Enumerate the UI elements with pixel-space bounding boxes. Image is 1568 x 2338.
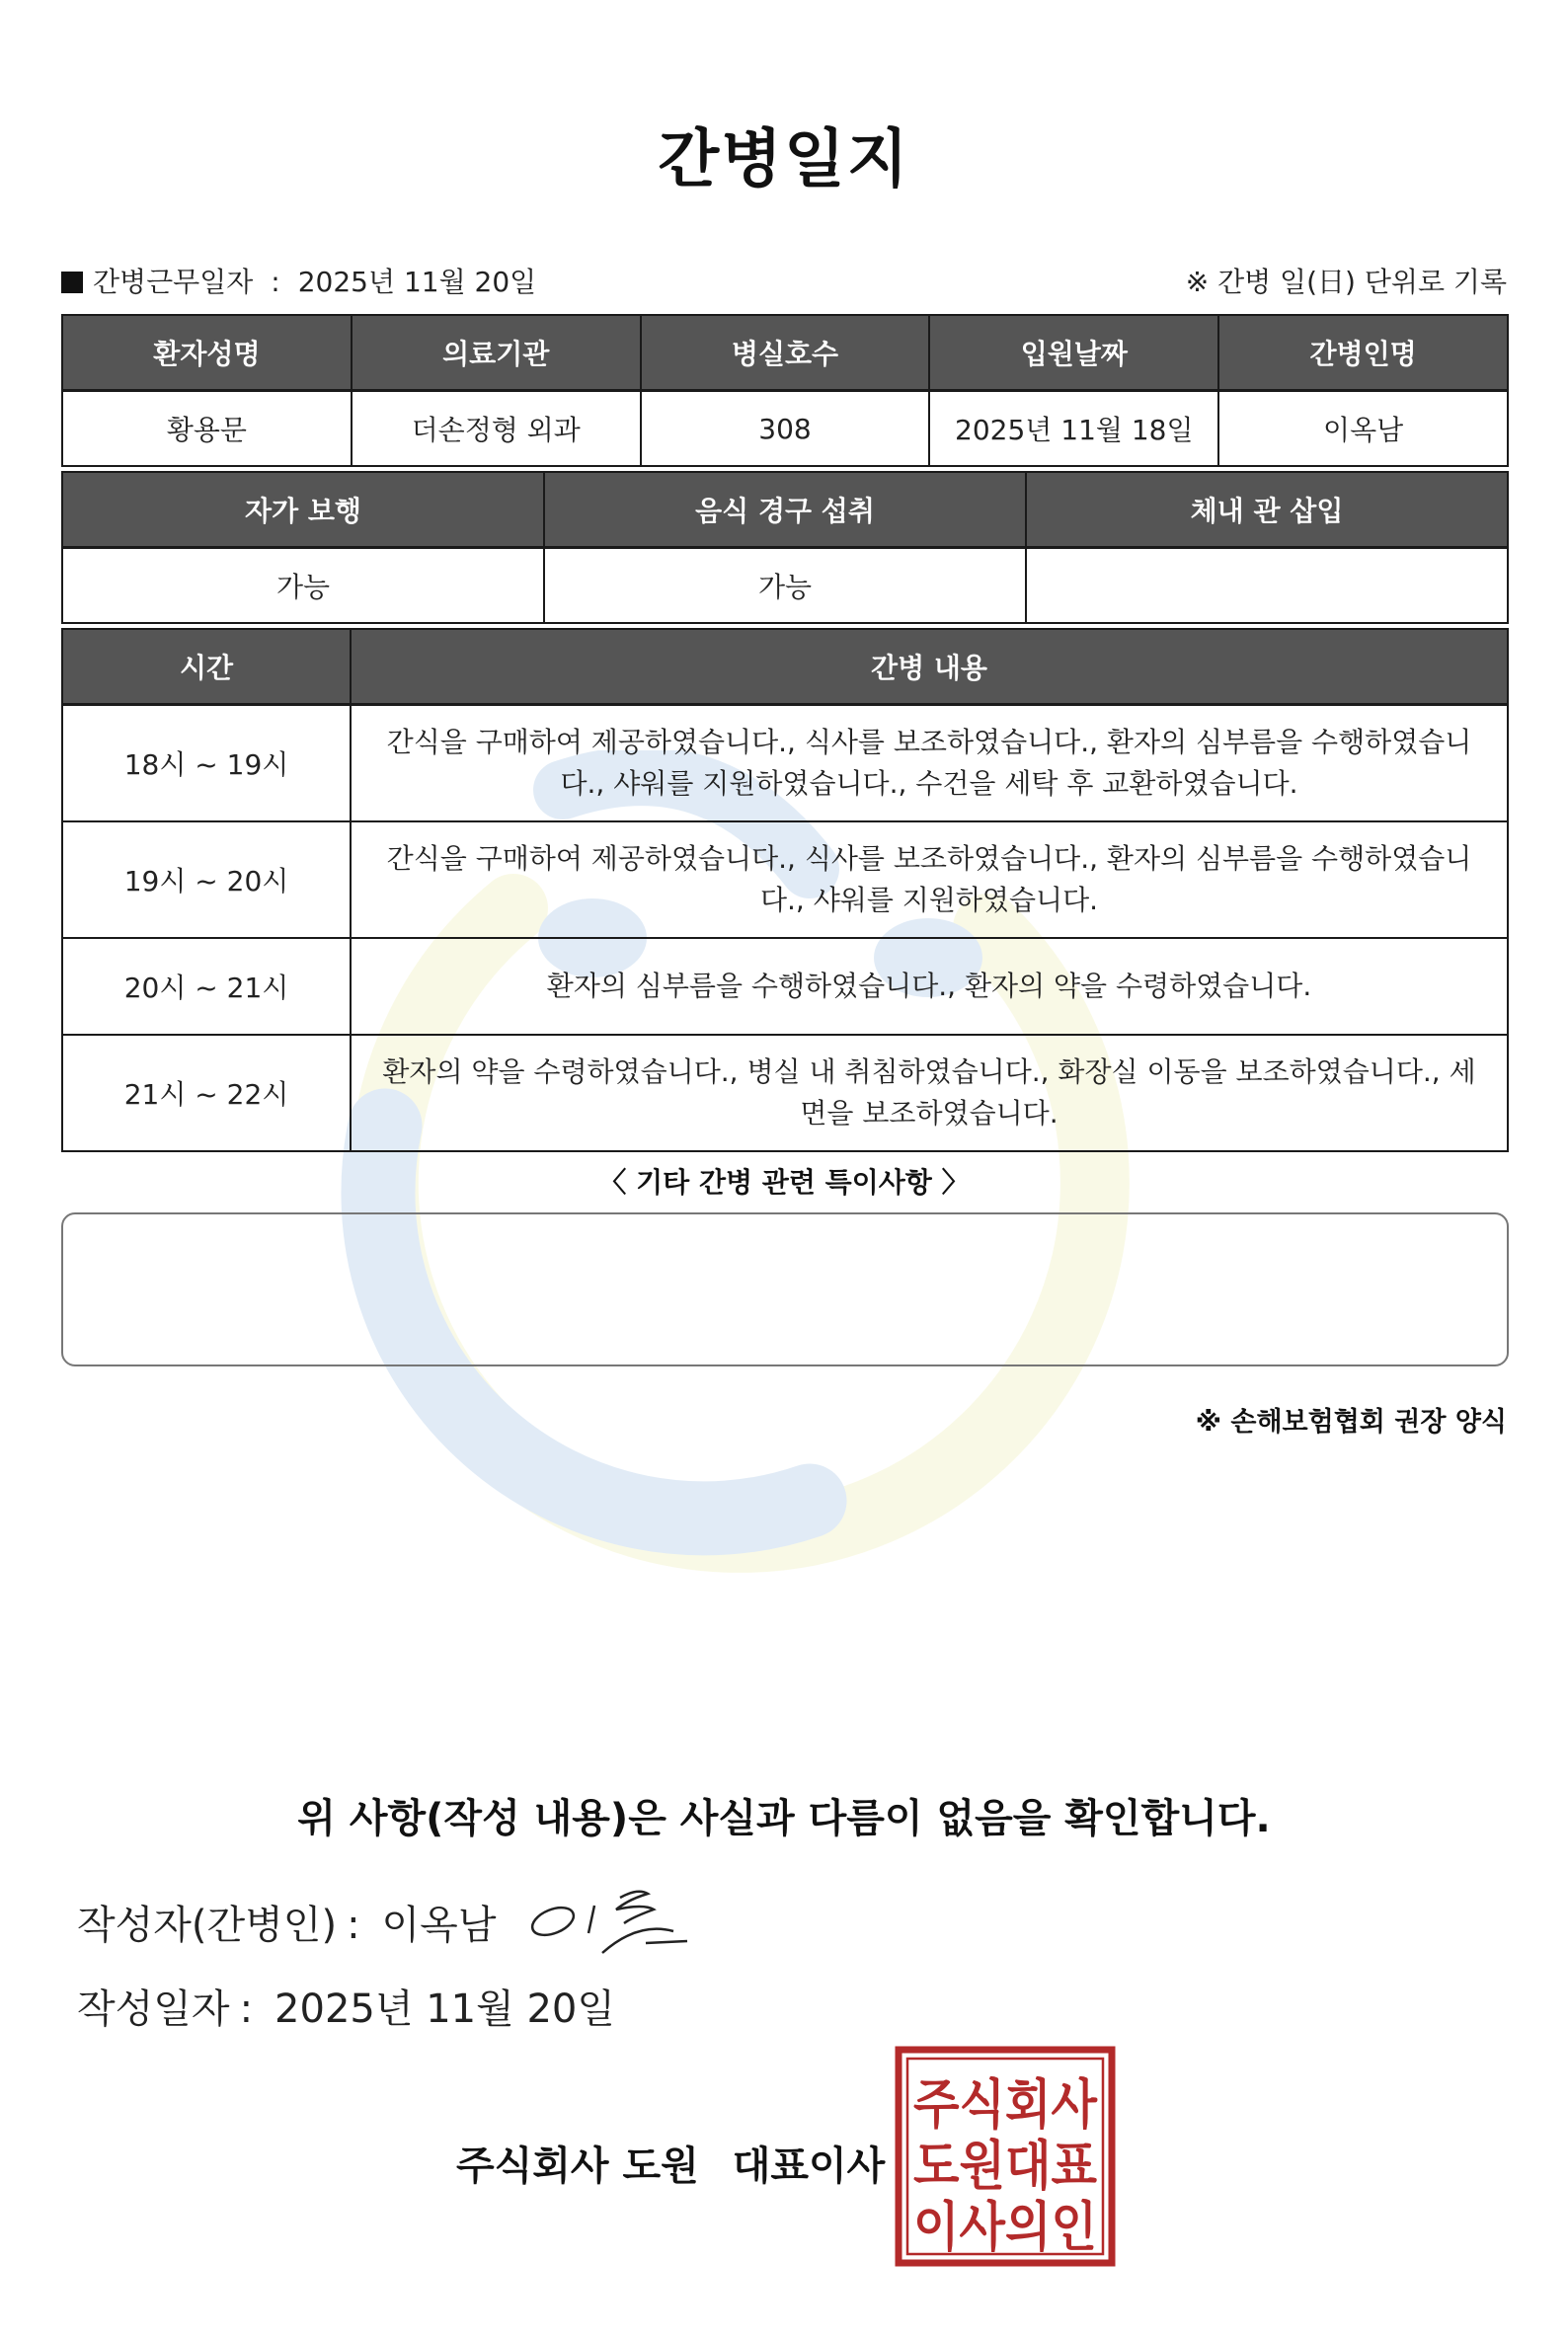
writer-name: 이옥남 xyxy=(381,1903,497,1948)
notes-box xyxy=(61,1212,1509,1366)
record-note: ※ 간병 일(日) 단위로 기록 xyxy=(1185,266,1507,298)
patient-header-row xyxy=(62,315,1508,391)
care-content-cell: 간식을 구매하여 제공하였습니다., 식사를 보조하였습니다., 환자의 심부름을 수행하였습니다., 샤워를 지원하였습니다., 수건을 세탁 후 교환하였습니다. xyxy=(351,705,1508,821)
admission-date-header: 입원날짜 xyxy=(929,315,1218,391)
admission-date-cell: 2025년 11월 18일 xyxy=(929,391,1218,467)
svg-text:도원대표: 도원대표 xyxy=(913,2135,1097,2197)
time-header: 시간 xyxy=(62,629,351,705)
writer-label: 작성자(간병인) xyxy=(77,1903,338,1948)
written-date-line xyxy=(77,1978,615,2034)
work-date-value: 2025년 11월 20일 xyxy=(297,266,537,298)
status-header-row xyxy=(62,472,1508,548)
svg-text:주식회사: 주식회사 xyxy=(913,2073,1098,2136)
oral-intake-cell: 가능 xyxy=(544,548,1026,624)
work-date-label: 간병근무일자 xyxy=(93,266,254,298)
page-title: 간병일지 xyxy=(658,123,910,196)
care-content-cell: 환자의 약을 수령하였습니다., 병실 내 취침하였습니다., 화장실 이동을 보조하였습니다., 세면을 보조하였습니다. xyxy=(351,1035,1508,1151)
colon-separator: : xyxy=(239,1987,254,2032)
work-date-line xyxy=(61,261,536,300)
handwritten-signature xyxy=(521,1884,699,1973)
care-log-header-row xyxy=(62,629,1508,705)
tube-insertion-header: 체내 관 삽입 xyxy=(1026,472,1508,548)
table-row xyxy=(62,705,1508,821)
representative-title: 대표이사 xyxy=(732,2143,886,2189)
colon-separator: : xyxy=(271,266,280,298)
time-cell: 18시 ~ 19시 xyxy=(62,705,351,821)
table-row xyxy=(62,1035,1508,1151)
notes-title: 〈 기타 간병 관련 특이사항 〉 xyxy=(598,1166,970,1199)
written-date-value: 2025년 11월 20일 xyxy=(274,1987,615,2032)
tube-insertion-cell xyxy=(1026,548,1508,624)
hospital-cell: 더손정형 외과 xyxy=(352,391,641,467)
table-row xyxy=(62,938,1508,1035)
care-content-cell: 환자의 심부름을 수행하였습니다., 환자의 약을 수령하였습니다. xyxy=(351,938,1508,1035)
time-cell: 19시 ~ 20시 xyxy=(62,821,351,938)
care-content-cell: 간식을 구매하여 제공하였습니다., 식사를 보조하였습니다., 환자의 심부름을 수행하였습니다., 샤워를 지원하였습니다. xyxy=(351,821,1508,938)
confirmation-statement: 위 사항(작성 내용)은 사실과 다름이 없음을 확인합니다. xyxy=(297,1796,1271,1841)
colon-separator: : xyxy=(347,1903,360,1948)
status-value-row xyxy=(62,548,1508,624)
patient-status-table xyxy=(61,471,1509,624)
time-cell: 20시 ~ 21시 xyxy=(62,938,351,1035)
patient-value-row xyxy=(62,391,1508,467)
oral-intake-header: 음식 경구 섭취 xyxy=(544,472,1026,548)
square-bullet-icon xyxy=(61,272,83,293)
room-number-cell: 308 xyxy=(641,391,930,467)
care-log-table xyxy=(61,628,1509,1152)
form-source-note: ※ 손해보험협회 권장 양식 xyxy=(1195,1407,1507,1438)
written-date-label: 작성일자 xyxy=(77,1987,230,2032)
caregiver-name-cell: 이옥남 xyxy=(1218,391,1508,467)
hospital-header: 의료기관 xyxy=(352,315,641,391)
patient-name-header: 환자성명 xyxy=(62,315,352,391)
self-walking-header: 자가 보행 xyxy=(62,472,544,548)
room-number-header: 병실호수 xyxy=(641,315,930,391)
patient-info-table xyxy=(61,314,1509,467)
company-line xyxy=(456,2135,885,2191)
caregiver-name-header: 간병인명 xyxy=(1218,315,1508,391)
writer-line xyxy=(77,1894,496,1950)
time-cell: 21시 ~ 22시 xyxy=(62,1035,351,1151)
company-name: 주식회사 도원 xyxy=(456,2143,699,2189)
self-walking-cell: 가능 xyxy=(62,548,544,624)
company-seal-stamp xyxy=(895,2046,1116,2267)
svg-text:이사의인: 이사의인 xyxy=(913,2196,1097,2258)
table-row xyxy=(62,821,1508,938)
patient-name-cell: 황용문 xyxy=(62,391,352,467)
care-content-header: 간병 내용 xyxy=(351,629,1508,705)
